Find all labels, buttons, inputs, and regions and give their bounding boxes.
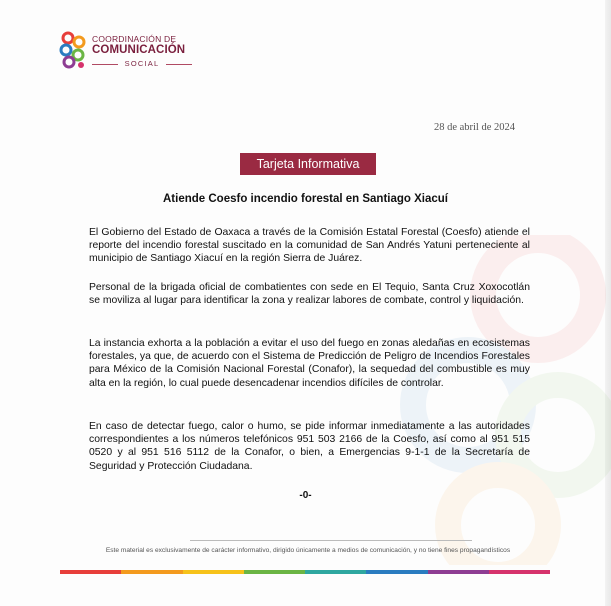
paragraph-2: Personal de la brigada oficial de combatientes con sede en El Tequio, Santa Cruz Xoxocotlán se moviliza al lugar para identificar la zona y realizar labores de combate, control y liquidación.: [89, 282, 530, 307]
paragraph-4: En caso de detectar fuego, calor o humo, se pide informar inmediatamente a las autoridades correspondientes a los números telefónicos 951 503 2166 de la Coesfo, así como al 951 515 0520 y al 951 516 5112 de la Conafor, o bien, a Emergencias 9-1-1 de la Secretaría de Seguridad y Protección Ciudadana.: [89, 421, 530, 472]
paragraph-1: El Gobierno del Estado de Oaxaca a través de la Comisión Estatal Forestal (Coesfo) atiende el reporte del incendio forestal suscitado en la comunidad de San Andrés Yatuni perteneciente al municipio de Santiago Xiacuí en la región Sierra de Juárez.: [89, 227, 530, 265]
end-mark: -0-: [299, 490, 312, 501]
color-bar-segment: [121, 570, 182, 574]
logo-mark-icon: [58, 30, 88, 70]
color-bar-segment: [489, 570, 550, 574]
document-title: Atiende Coesfo incendio forestal en Santiago Xiacuí: [163, 193, 448, 205]
logo-text-line1: COORDINACIÓN DE: [92, 34, 177, 44]
color-bar-segment: [428, 570, 489, 574]
color-bar-segment: [183, 570, 244, 574]
color-bar-segment: [60, 570, 121, 574]
coordinacion-logo: [58, 30, 198, 74]
document-type-banner: Tarjeta Informativa: [240, 153, 376, 175]
footer-divider: [190, 540, 472, 541]
color-bar-segment: [244, 570, 305, 574]
logo-text-line3: SOCIAL: [92, 59, 192, 68]
document-date: 28 de abril de 2024: [433, 122, 515, 133]
paragraph-3: La instancia exhorta a la población a evitar el uso del fuego en zonas aledañas en ecosistemas forestales, ya que, de acuerdo con el Sistema de Predicción de Peligro de Incendios Forestales para México de la Comisión Nacional Forestal (Conafor), la sequedad del combustible es muy alta en la región, lo cual puede desencadenar incendios difíciles de controlar.: [89, 338, 530, 389]
color-bar-segment: [366, 570, 427, 574]
footer-disclaimer: Este material es exclusivamente de carácter informativo, dirigido únicamente a medios de comunicación, y no tiene fines propagandísticos: [105, 547, 511, 554]
footer-color-bar: [60, 570, 550, 574]
logo-text-line2: COMUNICACIÓN: [92, 44, 186, 56]
color-bar-segment: [305, 570, 366, 574]
